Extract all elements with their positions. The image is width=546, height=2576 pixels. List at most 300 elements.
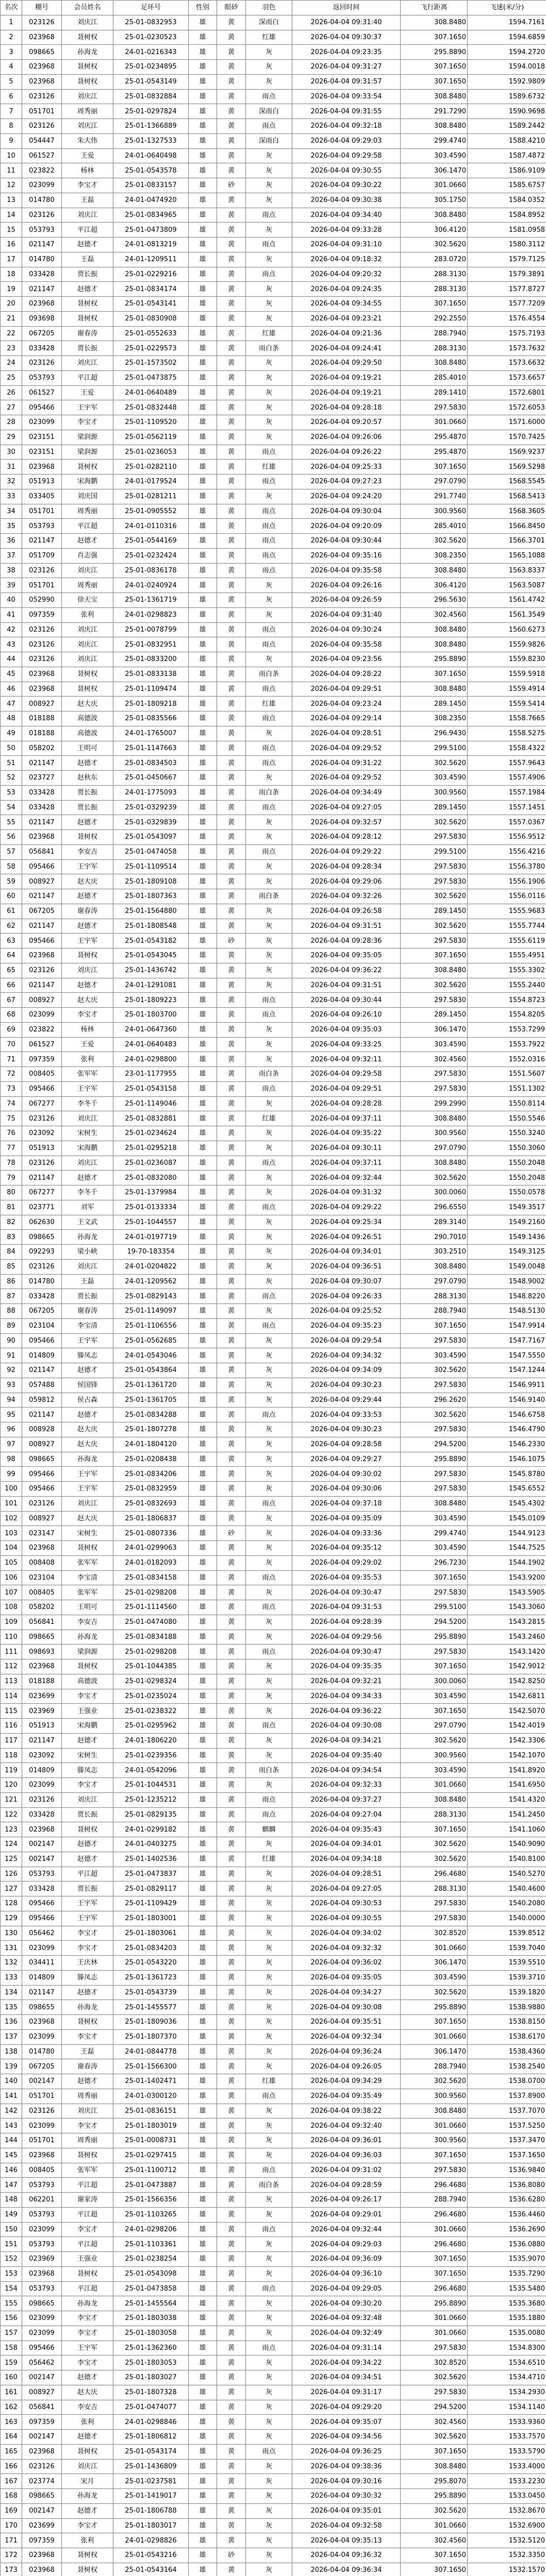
cell-flight-distance: 301.0660: [401, 1941, 468, 1956]
cell-flight-speed: 1545.6552: [468, 1482, 546, 1497]
cell-return-time: 2026-04-04 09:24:41: [292, 341, 401, 356]
cell-sex: 雄: [189, 1067, 217, 1082]
cell-flight-distance: 288.3130: [401, 282, 468, 297]
cell-feather-color: 灰: [246, 2059, 292, 2074]
cell-eye-sand: 黄: [217, 1422, 246, 1437]
cell-member-name: 王宇军: [62, 2341, 113, 2355]
cell-flight-distance: 303.4590: [401, 1037, 468, 1052]
cell-member-name: 孙海龙: [62, 1230, 113, 1245]
cell-flight-distance: 297.0790: [401, 1141, 468, 1156]
cell-eye-sand: 黄: [217, 45, 246, 60]
table-row: [1, 1245, 546, 1260]
cell-flight-speed: 1538.4360: [468, 2044, 546, 2059]
cell-sex: 雄: [189, 1733, 217, 1748]
cell-flight-speed: 1569.5298: [468, 460, 546, 474]
cell-return-time: 2026-04-04 09:30:32: [292, 2489, 401, 2504]
header-return-time: 返回时间: [292, 1, 401, 15]
cell-feather-color: 灰: [246, 1867, 292, 1882]
cell-ring-number: 25-01-0229216: [113, 267, 189, 282]
cell-member-name: 刘庆江: [62, 1259, 113, 1274]
cell-eye-sand: 黄: [217, 1689, 246, 1704]
cell-eye-sand: 黄: [217, 1541, 246, 1556]
cell-flight-distance: 297.5830: [401, 1467, 468, 1482]
cell-flight-speed: 1550.2048: [468, 1171, 546, 1185]
cell-return-time: 2026-04-04 09:35:35: [292, 1659, 401, 1674]
cell-sex: 雄: [189, 1867, 217, 1882]
header-loft-id: 棚号: [22, 1, 62, 15]
cell-flight-distance: 296.9430: [401, 726, 468, 741]
cell-member-name: 贾长振: [62, 1807, 113, 1822]
cell-feather-color: 雨点: [246, 238, 292, 252]
cell-sex: 雄: [189, 15, 217, 30]
cell-flight-distance: 295.8070: [401, 2474, 468, 2489]
cell-sex: 雄: [189, 1437, 217, 1452]
table-row: [1, 1985, 546, 2000]
cell-sex: 雄: [189, 193, 217, 208]
cell-return-time: 2026-04-04 09:19:21: [292, 370, 401, 385]
cell-rank: 59: [1, 874, 22, 889]
cell-flight-speed: 1541.1060: [468, 1822, 546, 1837]
cell-loft-id: 023104: [22, 1570, 62, 1585]
cell-loft-id: 023968: [22, 297, 62, 312]
cell-loft-id: 023099: [22, 1778, 62, 1793]
table-row: [1, 711, 546, 726]
cell-feather-color: 灰: [246, 1882, 292, 1896]
cell-ring-number: 25-01-0833157: [113, 178, 189, 193]
cell-sex: 雄: [189, 1837, 217, 1852]
cell-sex: 雄: [189, 622, 217, 637]
cell-eye-sand: 黄: [217, 2163, 246, 2178]
cell-rank: 72: [1, 1067, 22, 1082]
table-row: [1, 1408, 546, 1422]
cell-rank: 108: [1, 1600, 22, 1615]
cell-return-time: 2026-04-04 09:23:56: [292, 652, 401, 667]
cell-ring-number: 25-01-0562685: [113, 1333, 189, 1348]
cell-feather-color: 雨点: [246, 2341, 292, 2355]
cell-sex: 雄: [189, 1274, 217, 1289]
cell-ring-number: 25-01-1803053: [113, 2355, 189, 2370]
cell-feather-color: 雨点: [246, 2089, 292, 2104]
table-row: [1, 163, 546, 178]
cell-sex: 雄: [189, 1511, 217, 1526]
cell-flight-distance: 302.5620: [401, 2370, 468, 2385]
cell-eye-sand: 黄: [217, 2015, 246, 2030]
cell-ring-number: 24-01-1291081: [113, 978, 189, 993]
cell-ring-number: 25-01-1573502: [113, 356, 189, 371]
cell-ring-number: 25-01-0562119: [113, 430, 189, 445]
cell-loft-id: 023126: [22, 1259, 62, 1274]
cell-flight-distance: 305.1750: [401, 193, 468, 208]
cell-eye-sand: 黄: [217, 1570, 246, 1585]
cell-flight-distance: 303.4590: [401, 148, 468, 163]
cell-rank: 21: [1, 311, 22, 326]
cell-return-time: 2026-04-04 09:35:09: [292, 1511, 401, 1526]
cell-loft-id: 023968: [22, 2266, 62, 2281]
cell-ring-number: 24-01-0204822: [113, 1259, 189, 1274]
cell-sex: 雄: [189, 1719, 217, 1734]
cell-sex: 雄: [189, 1585, 217, 1600]
cell-return-time: 2026-04-04 09:20:32: [292, 267, 401, 282]
cell-member-name: 赵德才: [62, 1985, 113, 2000]
cell-flight-distance: 307.1650: [401, 1822, 468, 1837]
cell-rank: 55: [1, 815, 22, 830]
cell-ring-number: 25-01-0235024: [113, 1689, 189, 1704]
cell-eye-sand: 黄: [217, 844, 246, 859]
cell-rank: 105: [1, 1555, 22, 1570]
cell-rank: 9: [1, 133, 22, 148]
cell-return-time: 2026-04-04 09:34:27: [292, 1985, 401, 2000]
cell-rank: 69: [1, 1022, 22, 1037]
cell-rank: 29: [1, 430, 22, 445]
cell-ring-number: 25-01-0543141: [113, 297, 189, 312]
cell-member-name: 王宇军: [62, 859, 113, 874]
cell-eye-sand: 黄: [217, 637, 246, 652]
table-row: [1, 1437, 546, 1452]
cell-eye-sand: 黄: [217, 1333, 246, 1348]
cell-flight-distance: 288.3130: [401, 267, 468, 282]
cell-ring-number: 25-01-1803038: [113, 2311, 189, 2326]
cell-flight-speed: 1577.8727: [468, 282, 546, 297]
cell-eye-sand: 黄: [217, 2444, 246, 2459]
cell-ring-number: 24-01-0298826: [113, 2533, 189, 2548]
cell-ring-number: 25-01-0329839: [113, 815, 189, 830]
cell-return-time: 2026-04-04 09:31:51: [292, 978, 401, 993]
cell-loft-id: 021147: [22, 1985, 62, 2000]
table-row: [1, 2474, 546, 2489]
cell-ring-number: 25-01-0298324: [113, 1674, 189, 1689]
cell-feather-color: 灰: [246, 978, 292, 993]
cell-sex: 雄: [189, 519, 217, 534]
header-flight-speed: 飞速(米/分): [468, 1, 546, 15]
cell-feather-color: 深雨白: [246, 15, 292, 30]
cell-eye-sand: 黄: [217, 311, 246, 326]
cell-flight-distance: 295.8890: [401, 2489, 468, 2504]
cell-sex: 雄: [189, 341, 217, 356]
cell-ring-number: 25-01-1149046: [113, 1096, 189, 1111]
cell-return-time: 2026-04-04 09:34:18: [292, 1852, 401, 1867]
cell-flight-distance: 307.1650: [401, 2252, 468, 2267]
cell-member-name: 聂树权: [62, 830, 113, 845]
cell-member-name: 聂树权: [62, 30, 113, 45]
cell-sex: 雄: [189, 607, 217, 622]
cell-feather-color: 灰: [246, 2355, 292, 2370]
cell-eye-sand: 黄: [217, 2563, 246, 2576]
cell-eye-sand: 黄: [217, 1896, 246, 1911]
cell-return-time: 2026-04-04 09:25:52: [292, 1304, 401, 1319]
table-row: [1, 1822, 546, 1837]
cell-feather-color: 灰: [246, 2415, 292, 2430]
cell-flight-distance: 302.5620: [401, 889, 468, 904]
cell-flight-speed: 1542.9012: [468, 1659, 546, 1674]
cell-flight-distance: 297.0790: [401, 1274, 468, 1289]
cell-sex: 雄: [189, 1896, 217, 1911]
cell-return-time: 2026-04-04 09:31:17: [292, 2385, 401, 2400]
cell-sex: 雄: [189, 2029, 217, 2044]
cell-ring-number: 25-01-1109429: [113, 1896, 189, 1911]
table-row: [1, 326, 546, 341]
cell-sex: 雄: [189, 993, 217, 1008]
cell-sex: 雄: [189, 1941, 217, 1956]
cell-member-name: 滕凤志: [62, 1763, 113, 1778]
table-row: [1, 2489, 546, 2504]
cell-return-time: 2026-04-04 09:38:22: [292, 2104, 401, 2119]
cell-member-name: 梁润源: [62, 1645, 113, 1659]
cell-eye-sand: 黄: [217, 208, 246, 223]
cell-feather-color: 灰: [246, 1141, 292, 1156]
cell-eye-sand: 黄: [217, 2044, 246, 2059]
cell-member-name: 聂树权: [62, 667, 113, 682]
cell-member-name: 赵德才: [62, 1837, 113, 1852]
cell-flight-distance: 301.0660: [401, 178, 468, 193]
cell-rank: 4: [1, 60, 22, 75]
cell-flight-speed: 1534.1140: [468, 2400, 546, 2415]
table-row: [1, 2444, 546, 2459]
cell-flight-distance: 308.8480: [401, 1792, 468, 1807]
cell-sex: 雄: [189, 1126, 217, 1141]
cell-flight-speed: 1540.9090: [468, 1837, 546, 1852]
cell-feather-color: 灰: [246, 2133, 292, 2148]
cell-rank: 91: [1, 1348, 22, 1363]
cell-feather-color: 雨点: [246, 1600, 292, 1615]
cell-loft-id: 018188: [22, 711, 62, 726]
cell-ring-number: 25-01-0829143: [113, 1289, 189, 1304]
cell-eye-sand: 黄: [217, 1215, 246, 1230]
cell-flight-speed: 1546.9140: [468, 1393, 546, 1408]
cell-flight-distance: 290.7010: [401, 1230, 468, 1245]
cell-flight-speed: 1580.3112: [468, 238, 546, 252]
cell-sex: 雄: [189, 2563, 217, 2576]
cell-sex: 雄: [189, 667, 217, 682]
cell-ring-number: 25-01-1803700: [113, 1008, 189, 1023]
cell-loft-id: 023099: [22, 2222, 62, 2237]
cell-flight-distance: 296.4680: [401, 2237, 468, 2252]
cell-flight-speed: 1549.3517: [468, 1200, 546, 1215]
cell-loft-id: 095466: [22, 1081, 62, 1096]
cell-member-name: 赵大庆: [62, 1437, 113, 1452]
cell-return-time: 2026-04-04 09:29:05: [292, 2281, 401, 2296]
cell-return-time: 2026-04-04 09:34:40: [292, 208, 401, 223]
cell-rank: 154: [1, 2281, 22, 2296]
cell-loft-id: 002147: [22, 1837, 62, 1852]
cell-feather-color: 灰: [246, 1630, 292, 1645]
cell-rank: 100: [1, 1482, 22, 1497]
cell-rank: 39: [1, 578, 22, 593]
cell-member-name: 孙海龙: [62, 1452, 113, 1467]
cell-sex: 雄: [189, 2163, 217, 2178]
cell-eye-sand: 黄: [217, 1674, 246, 1689]
cell-return-time: 2026-04-04 09:25:33: [292, 460, 401, 474]
cell-member-name: 刘庆江: [62, 1496, 113, 1511]
cell-return-time: 2026-04-04 09:19:21: [292, 385, 401, 400]
cell-member-name: 王宇军: [62, 1911, 113, 1926]
table-row: [1, 1733, 546, 1748]
cell-flight-distance: 307.1650: [401, 60, 468, 75]
cell-sex: 雄: [189, 534, 217, 549]
cell-feather-color: 灰: [246, 2385, 292, 2400]
cell-rank: 16: [1, 238, 22, 252]
cell-member-name: 张利: [62, 1052, 113, 1067]
cell-flight-distance: 308.8480: [401, 637, 468, 652]
cell-eye-sand: 黄: [217, 771, 246, 786]
cell-sex: 雄: [189, 385, 217, 400]
cell-feather-color: 雨点: [246, 1081, 292, 1096]
cell-member-name: 周秀丽: [62, 104, 113, 119]
table-row: [1, 2163, 546, 2178]
cell-member-name: 李宝才: [62, 1941, 113, 1956]
cell-feather-color: 雨点: [246, 534, 292, 549]
cell-ring-number: 24-01-0640483: [113, 1037, 189, 1052]
cell-rank: 123: [1, 1822, 22, 1837]
cell-eye-sand: 黄: [217, 1363, 246, 1378]
cell-return-time: 2026-04-04 09:32:11: [292, 1052, 401, 1067]
cell-rank: 131: [1, 1941, 22, 1956]
cell-flight-distance: 291.7740: [401, 489, 468, 504]
cell-loft-id: 023099: [22, 2311, 62, 2326]
cell-sex: 雄: [189, 1393, 217, 1408]
cell-feather-color: 雨点: [246, 993, 292, 1008]
cell-flight-speed: 1585.6757: [468, 178, 546, 193]
cell-sex: 雄: [189, 1215, 217, 1230]
cell-eye-sand: 黄: [217, 607, 246, 622]
cell-flight-distance: 300.9560: [401, 1748, 468, 1763]
cell-eye-sand: 黄: [217, 1600, 246, 1615]
cell-flight-distance: 308.8480: [401, 682, 468, 697]
cell-rank: 167: [1, 2474, 22, 2489]
cell-flight-distance: 307.1650: [401, 2444, 468, 2459]
table-row: [1, 1111, 546, 1126]
cell-flight-distance: 289.1450: [401, 800, 468, 815]
cell-return-time: 2026-04-04 09:35:23: [292, 1318, 401, 1333]
cell-member-name: 李宝才: [62, 2119, 113, 2133]
cell-feather-color: 雨点: [246, 1200, 292, 1215]
cell-ring-number: 25-01-1361720: [113, 1378, 189, 1393]
cell-ring-number: 24-01-1806220: [113, 1733, 189, 1748]
cell-eye-sand: 黄: [217, 1555, 246, 1570]
cell-sex: 雄: [189, 637, 217, 652]
cell-member-name: 聂树权: [62, 948, 113, 963]
cell-loft-id: 023126: [22, 2459, 62, 2474]
cell-ring-number: 25-01-0832953: [113, 15, 189, 30]
cell-member-name: 赵德才: [62, 978, 113, 993]
cell-return-time: 2026-04-04 09:35:05: [292, 948, 401, 963]
cell-loft-id: 023968: [22, 74, 62, 89]
cell-eye-sand: 黄: [217, 2148, 246, 2163]
table-row: [1, 2400, 546, 2415]
table-row: [1, 2119, 546, 2133]
cell-flight-distance: 302.5620: [401, 2074, 468, 2089]
cell-feather-color: 雨白条: [246, 667, 292, 682]
table-row: [1, 2252, 546, 2267]
cell-flight-distance: 296.7230: [401, 1555, 468, 1570]
cell-ring-number: 25-01-0543158: [113, 1081, 189, 1096]
cell-flight-distance: 300.0060: [401, 1674, 468, 1689]
cell-eye-sand: 黄: [217, 534, 246, 549]
cell-eye-sand: 黄: [217, 756, 246, 771]
cell-feather-color: 灰: [246, 1245, 292, 1260]
cell-rank: 112: [1, 1659, 22, 1674]
cell-sex: 雄: [189, 400, 217, 415]
cell-flight-speed: 1539.1820: [468, 1985, 546, 2000]
cell-ring-number: 25-01-1103361: [113, 2237, 189, 2252]
cell-flight-speed: 1532.3350: [468, 2548, 546, 2563]
table-row: [1, 1748, 546, 1763]
cell-sex: 雄: [189, 1689, 217, 1704]
cell-sex: 雄: [189, 697, 217, 711]
cell-flight-distance: 301.0660: [401, 2326, 468, 2341]
cell-sex: 雄: [189, 2311, 217, 2326]
cell-return-time: 2026-04-04 09:37:18: [292, 1496, 401, 1511]
cell-loft-id: 021147: [22, 1363, 62, 1378]
cell-member-name: 刘军: [62, 1200, 113, 1215]
cell-rank: 71: [1, 1052, 22, 1067]
cell-member-name: 宋海鹏: [62, 474, 113, 489]
cell-member-name: 赵德才: [62, 238, 113, 252]
cell-feather-color: 灰: [246, 948, 292, 963]
cell-loft-id: 057488: [22, 1378, 62, 1393]
cell-flight-speed: 1588.4210: [468, 133, 546, 148]
table-row: [1, 1096, 546, 1111]
cell-flight-distance: 308.8480: [401, 1111, 468, 1126]
cell-return-time: 2026-04-04 09:29:44: [292, 1393, 401, 1408]
cell-flight-speed: 1570.7425: [468, 430, 546, 445]
cell-eye-sand: 黄: [217, 2503, 246, 2518]
cell-member-name: 李冬千: [62, 1185, 113, 1200]
cell-eye-sand: 砂: [217, 1526, 246, 1541]
cell-loft-id: 023126: [22, 563, 62, 578]
table-row: [1, 785, 546, 800]
cell-flight-speed: 1547.5550: [468, 1348, 546, 1363]
cell-flight-distance: 295.8890: [401, 2000, 468, 2015]
cell-sex: 雄: [189, 148, 217, 163]
cell-rank: 38: [1, 563, 22, 578]
cell-return-time: 2026-04-04 09:26:59: [292, 593, 401, 608]
cell-loft-id: 059812: [22, 1393, 62, 1408]
cell-flight-distance: 308.8480: [401, 2459, 468, 2474]
cell-flight-distance: 307.1650: [401, 460, 468, 474]
cell-flight-speed: 1548.8220: [468, 1289, 546, 1304]
cell-flight-speed: 1546.6758: [468, 1408, 546, 1422]
cell-feather-color: 灰: [246, 74, 292, 89]
cell-eye-sand: 黄: [217, 622, 246, 637]
cell-eye-sand: 黄: [217, 1822, 246, 1837]
cell-sex: 雄: [189, 889, 217, 904]
cell-flight-speed: 1535.7290: [468, 2266, 546, 2281]
cell-member-name: 聂树权: [62, 60, 113, 75]
cell-flight-distance: 297.5830: [401, 400, 468, 415]
cell-sex: 雄: [189, 874, 217, 889]
cell-eye-sand: 黄: [217, 385, 246, 400]
cell-loft-id: 062201: [22, 2193, 62, 2208]
cell-flight-distance: 302.5620: [401, 1837, 468, 1852]
cell-ring-number: 25-01-0834288: [113, 1408, 189, 1422]
cell-sex: 雄: [189, 2207, 217, 2222]
header-sex: 性别: [189, 1, 217, 15]
cell-flight-distance: 307.1650: [401, 74, 468, 89]
cell-feather-color: 灰: [246, 593, 292, 608]
cell-return-time: 2026-04-04 09:35:01: [292, 2503, 401, 2518]
cell-flight-speed: 1539.8512: [468, 1926, 546, 1941]
cell-loft-id: 014780: [22, 252, 62, 267]
cell-feather-color: 雨点: [246, 1318, 292, 1333]
table-row: [1, 1333, 546, 1348]
cell-loft-id: 053793: [22, 2237, 62, 2252]
cell-flight-distance: 296.6550: [401, 1200, 468, 1215]
cell-loft-id: 092293: [22, 1245, 62, 1260]
cell-loft-id: 023126: [22, 208, 62, 223]
table-row: [1, 1008, 546, 1023]
cell-eye-sand: 黄: [217, 445, 246, 460]
table-row: [1, 370, 546, 385]
